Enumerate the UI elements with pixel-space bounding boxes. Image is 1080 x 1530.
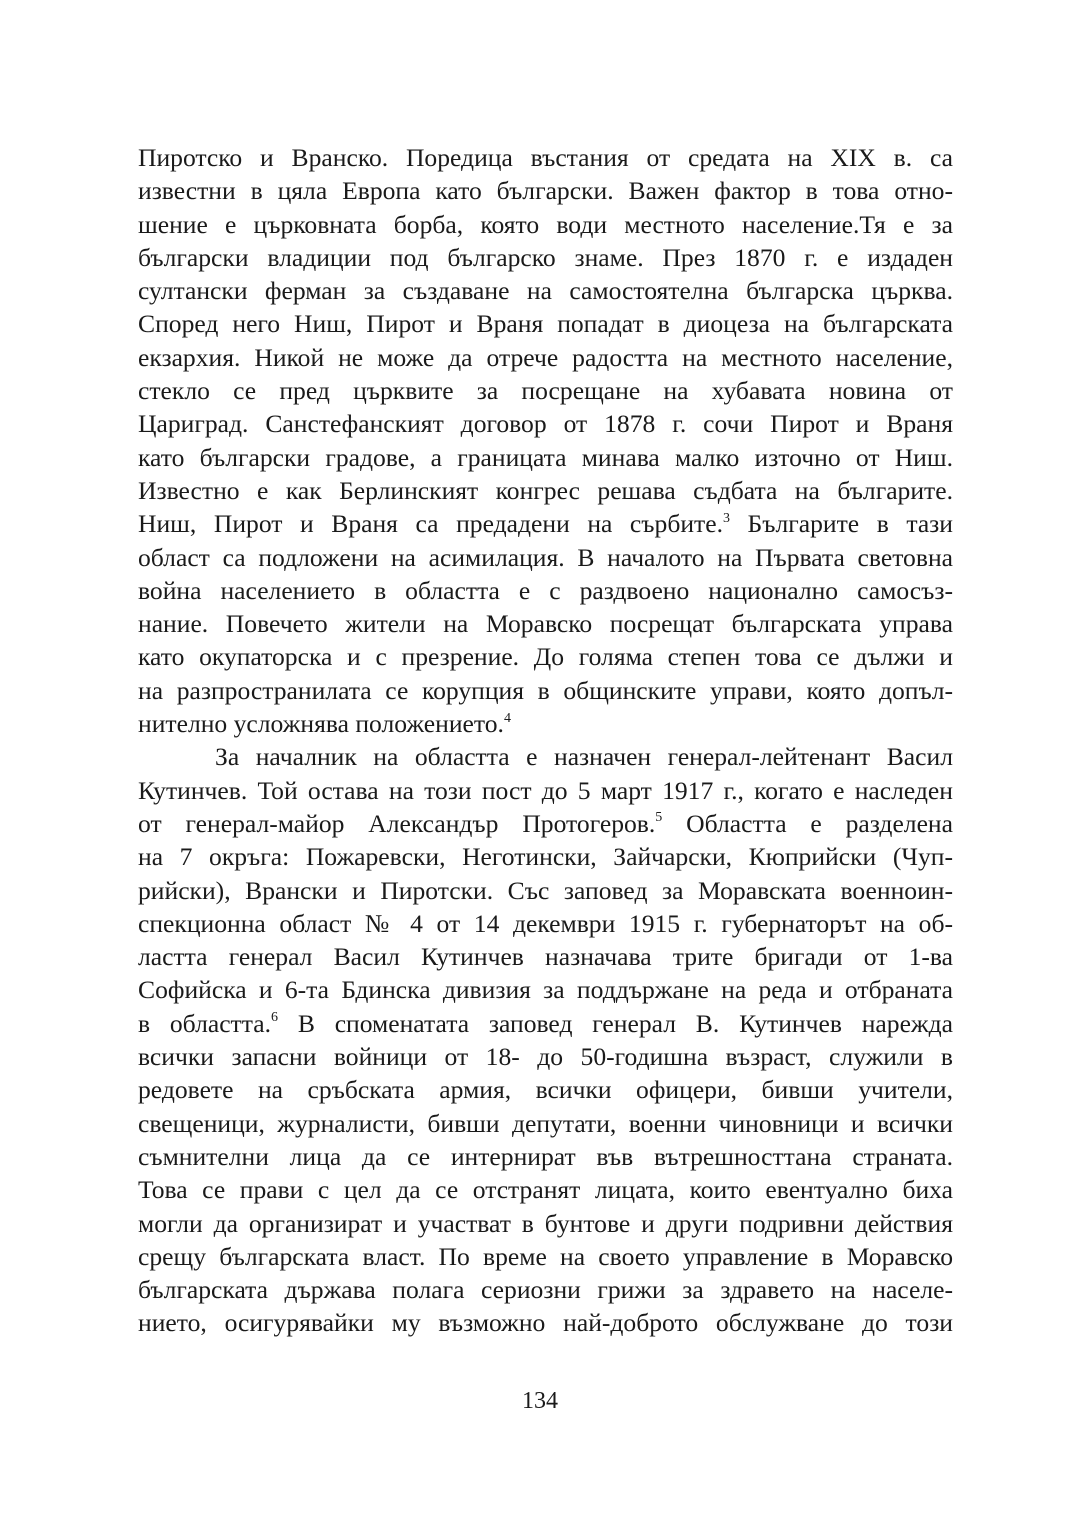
text-line: екзархия. Никой не може да отрече радостта на местното население,: [138, 342, 953, 372]
text-line: шение е църковната борба, която води местното население.Тя е за: [138, 209, 953, 239]
text-segment: Ниш, Пирот и Враня са предадени на сърбите.: [138, 509, 723, 539]
text-line: като български градове, а границата минава малко източно от Ниш.: [138, 442, 953, 472]
footnote-ref-5: 5: [655, 810, 663, 826]
text-line: Известно е как Берлинският конгрес решава съдбата на българите.: [138, 475, 953, 505]
text-line: Софийска и 6-та Бдинска дивизия за поддържане на реда и отбраната: [138, 975, 953, 1005]
text-line: Кутинчев. Той остава на този пост до 5 март 1917 г., когато е наследен: [138, 775, 953, 805]
body-text: [138, 141, 953, 1340]
text-line: известни в цяла Европа като български. Важен фактор в това отно-: [138, 176, 953, 206]
footnote-ref-3: 3: [722, 510, 730, 526]
text-line: всички запасни войници от 18- до 50-годишна възраст, служили в: [138, 1042, 953, 1072]
text-line: стекло се пред църквите за посрещане на хубавата новина от: [138, 376, 953, 406]
paragraph-first-line: За началник на областта е назначен генерал-лейтенант Васил: [215, 742, 953, 772]
text-line: спекционна област № 4 от 14 декември 1915 г. губернаторът на об-: [138, 908, 953, 938]
text-segment: Българите в тази: [729, 509, 953, 539]
text-line: на 7 окръга: Пожаревски, Неготински, Зайчарски, Кюприйски (Чуп-: [138, 842, 953, 872]
text-line: Според него Ниш, Пирот и Враня попадат в диоцеза на българската: [138, 309, 953, 339]
text-line-with-footnote: [138, 1007, 953, 1040]
text-line: султански ферман за създаване на самостоятелна българска църква.: [138, 276, 953, 306]
text-line: могли да организират и участват в бунтове и други подривни действия: [138, 1208, 953, 1238]
text-line: редовете на сръбската армия, всички офицери, бивши учители,: [138, 1075, 953, 1105]
text-line: срещу българската власт. По време на своето управление в Моравско: [138, 1241, 953, 1271]
text-line: българската държава полага сериозни грижи за здравето на населе-: [138, 1275, 953, 1305]
text-line: област са подложени на асимилация. В началото на Първата световна: [138, 542, 953, 572]
text-segment: в областта.: [138, 1008, 272, 1038]
text-line-with-footnote: [138, 507, 953, 540]
text-segment: Областта е разделена: [662, 808, 953, 838]
footnote-ref-6: 6: [271, 1010, 279, 1026]
text-line: ластта генерал Васил Кутинчев назначава трите бригади от 1-ва: [138, 942, 953, 972]
text-line: Цариград. Санстефанският договор от 1878 г. сочи Пирот и Враня: [138, 409, 953, 439]
text-line-with-footnote: [138, 707, 953, 740]
text-segment: нително усложнява положението.: [138, 709, 504, 739]
text-line: Това се прави с цел да се отстранят лицата, които евентуално биха: [138, 1175, 953, 1205]
text-line: рийски), Врански и Пиротски. Със заповед за Моравската военноин-: [138, 875, 953, 905]
text-line: нието, осигурявайки му възможно най-доброто обслужване до този: [138, 1308, 953, 1338]
page-number: 134: [522, 1388, 558, 1414]
text-segment: В споменатата заповед генерал В. Кутинчев нарежда: [278, 1008, 953, 1038]
text-segment: от генерал-майор Александър Протогеров.: [138, 808, 656, 838]
text-line-with-footnote: [138, 807, 953, 840]
text-line: Пиротско и Вранско. Поредица въстания от средата на XIX в. са: [138, 143, 953, 172]
footnote-ref-4: 4: [503, 710, 511, 726]
text-line: свещеници, журналисти, бивши депутати, военни чиновници и всички: [138, 1108, 953, 1138]
text-line: война населението в областта е с раздвоено национално самосъз-: [138, 575, 953, 605]
text-line: съмнителни лица да се интернират във вътрешносттана страната.: [138, 1141, 953, 1171]
text-line: като окупаторска и с презрение. До голяма степен това се дължи и: [138, 642, 953, 672]
text-line: български владиции под българско знаме. През 1870 г. е издаден: [138, 242, 953, 272]
text-line: на разпространилата се корупция в общинските управи, която допъл-: [138, 675, 953, 705]
text-line: нание. Повечето жители на Моравско посрещат българската управа: [138, 609, 953, 639]
